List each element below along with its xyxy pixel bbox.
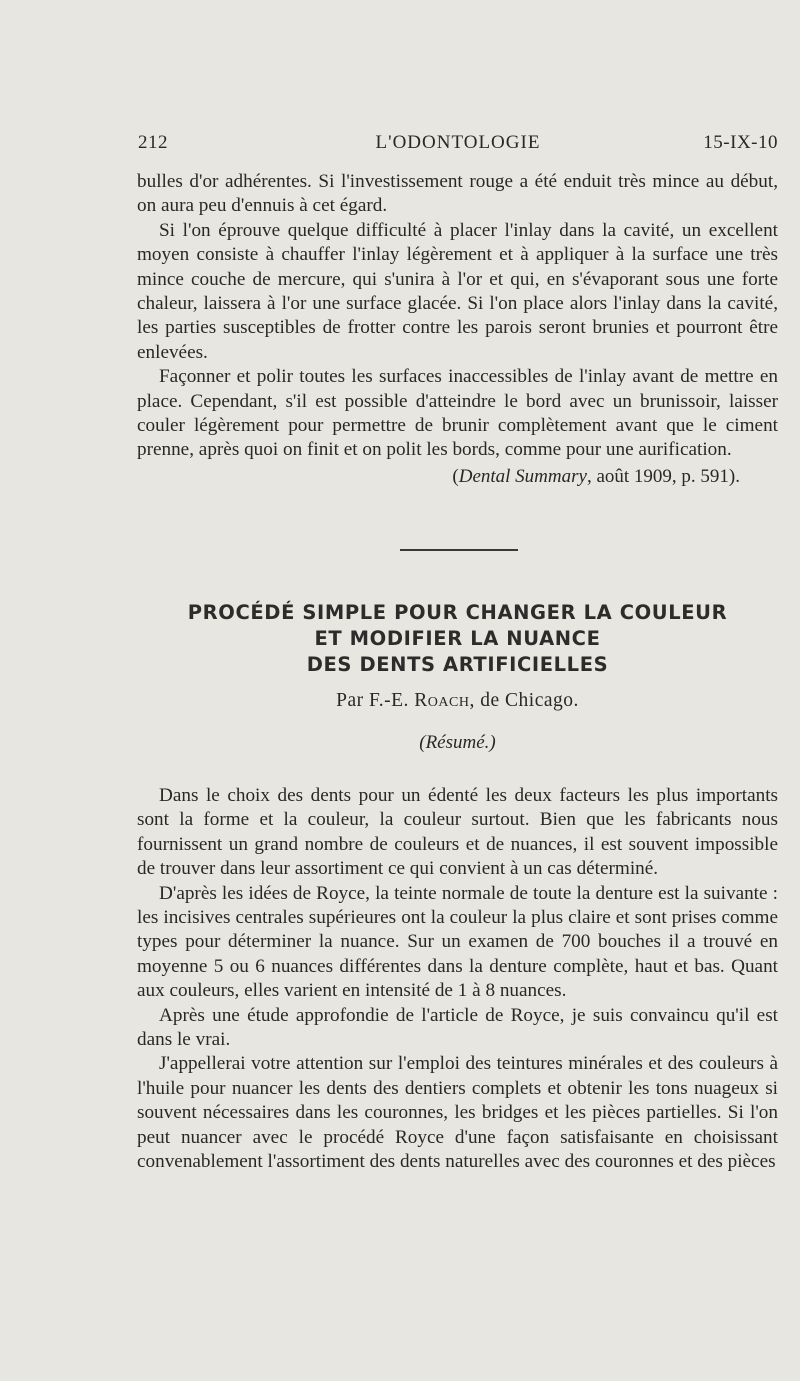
article-title-line: PROCÉDÉ SIMPLE POUR CHANGER LA COULEUR (187, 601, 728, 624)
section-divider (400, 549, 518, 551)
paragraph: Façonner et polir toutes les surfaces inaccessibles de l'inlay avant de mettre en place. Cependant, s'il est possible d'atteindre le bord avec un brunissoir, laisser couler légèrement pour permettre de brunir complètement avant que le ciment prenne, après quoi on finit et on polit les bords, comme pour une aurification. (137, 366, 778, 461)
citation: (Dental Summary, août 1909, p. 591). (452, 465, 740, 487)
summary-label: (Résumé.) (419, 732, 496, 753)
paragraph: J'appellerai votre attention sur l'emploi des teintures minérales et des couleurs à l'huile pour nuancer les dents des dentiers complets et obtenir les tons nuageux si souvent nécessaires dans les couronnes, les bridges et les pièces partielles. Si l'on peut nuancer avec le procédé Royce d'une façon satisfaisante en choisissant convenablement l'assortiment des dents naturelles avec des couronnes et des pièces (137, 1053, 778, 1173)
paragraph: D'après les idées de Royce, la teinte normale de toute la denture est la suivante : les incisives centrales supérieures ont la couleur la plus claire et sont prises comme types pour déterminer la nuance. Sur un examen de 700 bouches il a trouvé en moyenne 5 ou 6 nuances différentes dans la denture complète, haut et bas. Quant aux couleurs, elles varient en intensité de 1 à 8 nuances. (137, 882, 778, 1002)
page-number: 212 (138, 132, 168, 153)
article-title-line: DES DENTS ARTIFICIELLES (306, 653, 609, 676)
issue-date: 15-IX-10 (703, 132, 778, 153)
author-name: Roach (414, 690, 470, 711)
running-header (138, 132, 778, 158)
byline: Par F.-E. Roach, de Chicago. (336, 690, 579, 711)
paragraph: Dans le choix des dents pour un édenté les deux facteurs les plus importants sont la forme et la couleur, la couleur surtout. Bien que les fabricants nous fournissent un grand nombre de couleurs et de nuances, il est souvent impossible de trouver dans leur assortiment ce qui convient à un cas déterminé. (137, 785, 778, 880)
paragraph: Après une étude approfondie de l'article de Royce, je suis convaincu qu'il est dans le vrai. (137, 1004, 778, 1051)
article-title (137, 600, 778, 678)
article-title-line: ET MODIFIER LA NUANCE (314, 627, 601, 650)
article-body (137, 784, 778, 1175)
citation-source: Dental Summary (458, 465, 587, 487)
paragraph: Si l'on éprouve quelque difficulté à placer l'inlay dans la cavité, un excellent moyen consiste à chauffer l'inlay légèrement et à appliquer à la surface une très mince couche de mercure, qui s'unira à l'or et qui, en s'évaporant sous une forte chaleur, laissera à l'or une surface glacée. Si l'on place alors l'inlay dans la cavité, les parties susceptibles de frotter contre les parois seront brunies et pourront être enlevées. (137, 219, 778, 363)
previous-article-ending (137, 170, 778, 489)
paragraph: bulles d'or adhérentes. Si l'investissement rouge a été enduit très mince au début, on aura peu d'ennuis à cet égard. (137, 171, 778, 217)
journal-title: L'ODONTOLOGIE (375, 132, 541, 153)
